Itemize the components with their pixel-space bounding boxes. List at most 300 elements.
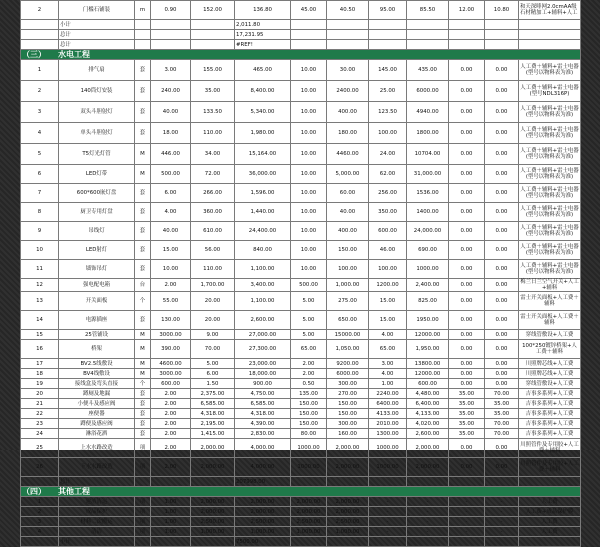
cell-aux-amount: 0.00 [485,439,519,458]
cell-name: 桥架 [59,340,135,359]
cell-material-price: 95.00 [369,1,407,20]
cell-name: 小便斗及感应阀 [59,399,135,409]
cell-material-price: 46.00 [369,241,407,260]
table-row [21,399,581,409]
cell-aux-price: 0.00 [449,60,485,81]
cell-name: 单头斗胆射灯 [59,123,135,144]
cell-unit: 项 [135,527,151,537]
cell-labor-amount: 1,000.00 [327,527,369,537]
cell-labor-amount: 275.00 [327,292,369,311]
cell-material-amount: - [407,527,449,537]
cell-amount: 4,318.00 [235,409,291,419]
table-row [21,359,581,369]
cell-amount: 24,400.00 [235,222,291,241]
cell-qty: 1.00 [151,497,191,507]
section4-subtotal [21,537,581,547]
cell-material-amount: 12000.00 [407,330,449,340]
cell-name: 厨卫专用灯盘 [59,203,135,222]
cell-price: 2,195.00 [191,419,235,429]
cell-name: BV4线敷设 [59,369,135,379]
cell-unit: 台 [135,279,151,292]
cell-name: 600*600嵌灯盘 [59,184,135,203]
cell-unit: 项 [135,517,151,527]
cell-price: 20.00 [191,292,235,311]
cell-price: 5.00 [191,359,235,369]
cell-price: 110.00 [191,260,235,279]
cell-name: 140筒灯安装 [59,81,135,102]
cell-material-price: 123.50 [369,102,407,123]
cell-labor-amount: 1,000.00 [327,279,369,292]
cell-qty: 2.00 [151,429,191,439]
cell-labor-amount: 2,000.00 [327,458,369,477]
cell-labor-price: 5.00 [291,292,327,311]
cell-note: 穿线管敷设+人工费 [519,379,581,389]
cell-note: 川照管件及专用胶+人工费＋辅料 [519,458,581,477]
cell-qty: 3000.00 [151,369,191,379]
cell-unit: 个 [135,379,151,389]
cell-aux-amount: 0.00 [485,81,519,102]
cell-labor-amount: 100.00 [327,260,369,279]
cell-labor-amount: 2,000.00 [327,507,369,517]
cell-amount: 1,100.00 [235,292,291,311]
cell-labor-amount: 1,050.00 [327,340,369,359]
cell-note: 人工费 [519,517,581,527]
cell-note: 人工费＋辅料+雷士电器(型号以物料表为准) [519,123,581,144]
cell-unit: 套 [135,389,151,399]
cell-material-amount: 2,400.00 [407,279,449,292]
cell-no: 13 [21,292,59,311]
cell-qty: 1.00 [151,527,191,537]
cell-price: 110.00 [191,123,235,144]
cell-material-amount: 690.00 [407,241,449,260]
cell-qty: 2.00 [151,389,191,399]
section-title: 其他工程 [58,486,90,496]
cell-price: 2,375.00 [191,389,235,399]
other-rows [21,497,581,537]
table-row [21,60,581,81]
cell-unit: M [135,340,151,359]
cell-unit: 项 [135,439,151,458]
cell-no: 8 [21,203,59,222]
cell-labor-amount: 400.00 [327,102,369,123]
cell-qty: 2.00 [151,458,191,477]
cell-no: 12 [21,279,59,292]
cell-material-amount: - [407,497,449,507]
cell-name: 座便器 [59,409,135,419]
cell-unit: 套 [135,429,151,439]
cell-material-price: 2010.00 [369,419,407,429]
cell-aux-amount: 70.00 [485,389,519,399]
cell-amount: 900.00 [235,379,291,389]
cell-name: 电源插座 [59,311,135,330]
total-amount: #REF! [235,40,291,50]
cell-material-amount: 6,400.00 [407,399,449,409]
cell-material-price: 350.00 [369,203,407,222]
total-row [21,30,581,40]
table-row [21,311,581,330]
cell-unit: 项 [135,507,151,517]
cell-labor-amount: 2,000.00 [327,497,369,507]
cell-material-amount: 24,000.00 [407,222,449,241]
cell-qty: 55.00 [151,292,191,311]
cell-unit: 套 [135,203,151,222]
cell-note: 人工费＋辅料+雷士电器(型号以物料表为准) [519,144,581,165]
cell-amount: 1,440.00 [235,203,291,222]
cell-aux-price: 0.00 [449,123,485,144]
cell-price: 1,700.00 [191,279,235,292]
cell-qty: 600.00 [151,379,191,389]
cell-note: 川照管件及专用胶+人工费＋辅料 [519,439,581,458]
cell-unit: M [135,165,151,184]
cell-name: BV2.5线敷设 [59,359,135,369]
cell-material-amount: 85.50 [407,1,449,20]
cell-material-amount: 1536.00 [407,184,449,203]
cell-unit: 项 [135,497,151,507]
cell-no: 9 [21,222,59,241]
cell-unit: 套 [135,241,151,260]
cell-aux-price: 0.00 [449,279,485,292]
cell-qty: 240.00 [151,81,191,102]
cell-material-price: 4.00 [369,330,407,340]
cell-labor-price: 10.00 [291,260,327,279]
cell-labor-price: 1000.00 [291,439,327,458]
cell-name: 排气扇 [59,60,135,81]
cell-aux-amount: 0.00 [485,369,519,379]
cell-aux-price: 12.00 [449,1,485,20]
section-title: 水电工程 [58,49,90,59]
cell-material-price: - [369,527,407,537]
table-row [21,517,581,527]
cell-aux-price: - [449,497,485,507]
quotation-sheet [20,0,580,545]
cell-price: 1,000.00 [191,527,235,537]
cell-material-price: 6400.00 [369,399,407,409]
cell-labor-price: 1000.00 [291,458,327,477]
cell-amount: 840.00 [235,241,291,260]
cell-qty: 3000.00 [151,330,191,340]
cell-amount: 2,830.00 [235,429,291,439]
subtotal-row [21,537,581,547]
cell-note: 吉事多系列+人工费 [519,389,581,399]
cell-no: 4 [21,527,59,537]
cell-aux-amount: 0.00 [485,123,519,144]
cell-material-price: 1000.00 [369,458,407,477]
cell-aux-price: 0.00 [449,330,485,340]
cell-amount: 136.80 [235,1,291,20]
cell-unit: 套 [135,102,151,123]
cell-labor-amount: 15000.00 [327,330,369,340]
cell-labor-price: 2.00 [291,369,327,379]
cell-labor-price: 150.00 [291,409,327,419]
cell-amount: 36,000.00 [235,165,291,184]
cell-no: 5 [21,144,59,165]
subtotal-amount: 7500.00 [235,537,291,547]
cell-no: 4 [21,123,59,144]
cell-no: 20 [21,389,59,399]
cell-aux-amount: - [485,497,519,507]
cell-qty: 2.00 [151,279,191,292]
cell-aux-amount: 35.00 [485,409,519,419]
cell-labor-amount: 40.50 [327,1,369,20]
electrical-rows [21,60,581,477]
cell-no: 3 [21,517,59,527]
cell-amount: 3,400.00 [235,279,291,292]
cell-price: 155.00 [191,60,235,81]
cell-material-amount: 10704.00 [407,144,449,165]
table-row [21,458,581,477]
cell-price: 70.00 [191,340,235,359]
total-amount: 17,231.95 [235,30,291,40]
cell-labor-amount: 400.00 [327,222,369,241]
cell-unit: M [135,144,151,165]
cell-aux-amount: 0.00 [485,102,519,123]
cell-qty: 2.00 [151,439,191,458]
cell-aux-price: - [449,507,485,517]
cell-no: 11 [21,260,59,279]
cell-price: 6.00 [191,369,235,379]
cell-material-price: - [369,517,407,527]
cell-unit: M [135,330,151,340]
cell-labor-price: 10.00 [291,81,327,102]
cell-price: 2,000.00 [191,497,235,507]
cell-labor-price: 10.00 [291,144,327,165]
cell-material-price: 4133.00 [369,409,407,419]
cell-labor-price: 2,500.00 [291,517,327,527]
cell-aux-price: - [449,527,485,537]
cell-amount: 27,000.00 [235,330,291,340]
table-row [21,369,581,379]
table-row [21,379,581,389]
cell-amount: 27,300.00 [235,340,291,359]
cell-aux-price: - [449,517,485,527]
cell-name: 材料二次搬运 [59,517,135,527]
cell-aux-amount: - [485,507,519,517]
cell-note: 雷士开关面板+人工费＋辅料 [519,311,581,330]
cell-labor-amount: 6000.00 [327,369,369,379]
cell-name: LED射灯 [59,241,135,260]
cell-no: 17 [21,359,59,369]
cell-qty: 2.00 [151,419,191,429]
cell-qty: 1.00 [151,507,191,517]
cell-note: 梅兰日兰空气开关+人工+辅料 [520,279,579,291]
cell-material-amount: 1400.00 [407,203,449,222]
cell-material-price: 62.00 [369,165,407,184]
cell-no: 26 [21,458,59,477]
cell-unit: m [135,1,151,20]
cell-labor-price: 5.00 [291,311,327,330]
cell-note: 雷士开关面板+人工费＋辅料 [519,292,581,311]
cell-labor-amount: 2,000.00 [327,439,369,458]
cell-amount: 1,596.00 [235,184,291,203]
cell-qty: 6.00 [151,184,191,203]
cell-aux-amount: 0.00 [485,260,519,279]
cell-amount: 2,000.00 [235,497,291,507]
quotation-table [20,0,581,547]
cell-labor-price: 500.00 [291,279,327,292]
cell-labor-price: 135.00 [291,389,327,399]
top-rows [21,1,581,60]
cell-aux-amount: 0.00 [485,203,519,222]
cell-note: 人工费＋辅料+雷士电器(型号以物料表为准) [519,165,581,184]
cell-labor-price: 65.00 [291,340,327,359]
cell-note: 100*250镀锌桥架+人工费＋辅料 [519,340,581,359]
cell-price: 2,000.00 [191,458,235,477]
cell-amount: 5,340.00 [235,102,291,123]
cell-unit: 套 [135,311,151,330]
cell-labor-price: 10.00 [291,102,327,123]
cell-price: 2,000.00 [191,507,235,517]
cell-material-price: 25.00 [369,81,407,102]
cell-note: 川照牌芯线+人工费 [519,359,581,369]
table-row [21,184,581,203]
subtotal-label: 小计 [59,537,135,547]
cell-labor-amount: 180.00 [327,123,369,144]
cell-material-amount: 4,480.00 [407,389,449,399]
cell-no: 19 [21,379,59,389]
cell-aux-price: 0.00 [449,222,485,241]
cell-no: 3 [21,102,59,123]
section-number: （四） [22,486,46,496]
cell-amount: 4,390.00 [235,419,291,429]
cell-aux-price: 35.00 [449,399,485,409]
cell-no: 21 [21,399,59,409]
cell-labor-amount: 5,000.00 [327,165,369,184]
cell-labor-amount: 150.00 [327,241,369,260]
table-row [21,389,581,399]
cell-price: 360.00 [191,203,235,222]
cell-no: 18 [21,369,59,379]
table-row [21,241,581,260]
cell-note: 人工费＋辅料+雷士电器(型号以物料表为准) [519,241,581,260]
cell-amount: 15,164.00 [235,144,291,165]
cell-price: 56.00 [191,241,235,260]
cell-unit: 套 [135,60,151,81]
table-row [21,1,581,20]
cell-amount: 2,000.00 [235,507,291,517]
cell-labor-price: 10.00 [291,203,327,222]
table-row [21,330,581,340]
cell-labor-amount: 2400.00 [327,81,369,102]
cell-material-price: 256.00 [369,184,407,203]
cell-aux-amount: - [485,527,519,537]
cell-price: 133.50 [191,102,235,123]
cell-unit: 套 [135,399,151,409]
cell-amount: 8,400.00 [235,81,291,102]
table-row [21,497,581,507]
table-row [21,165,581,184]
cell-material-amount: 6000.00 [407,81,449,102]
cell-name: 蹲厕及地漏 [59,389,135,399]
table-row [21,340,581,359]
cell-qty: 390.00 [151,340,191,359]
cell-aux-amount: 70.00 [485,419,519,429]
table-row [21,292,581,311]
cell-labor-amount: 160.00 [327,429,369,439]
table-row [21,279,581,292]
cell-labor-amount: 150.00 [327,409,369,419]
cell-note: 吉事多系列+人工费 [519,399,581,409]
cell-price: 35.00 [191,81,235,102]
cell-labor-amount: 4460.00 [327,144,369,165]
cell-labor-price: 150.00 [291,419,327,429]
cell-unit: 个 [135,292,151,311]
cell-aux-price: 0.00 [449,184,485,203]
section-header-4 [21,487,581,497]
cell-no: 2 [21,1,59,20]
cell-qty: 3.00 [151,60,191,81]
cell-material-amount: - [407,507,449,517]
cell-material-price: 100.00 [369,123,407,144]
cell-aux-price: 0.00 [449,81,485,102]
cell-labor-price: 2,000.00 [291,497,327,507]
cell-aux-price: 0.00 [449,165,485,184]
cell-aux-amount: 0.00 [485,144,519,165]
cell-labor-price: 5.00 [291,330,327,340]
cell-material-amount: 2,600.00 [407,429,449,439]
cell-labor-amount: 150.00 [327,399,369,409]
cell-material-price: - [369,497,407,507]
table-row [21,429,581,439]
cell-name: 淋浴花洒 [59,429,135,439]
cell-price: 34.00 [191,144,235,165]
cell-amount: 4,000.00 [235,458,291,477]
cell-labor-price: 10.00 [291,222,327,241]
cell-material-price: 3.00 [369,359,407,369]
cell-note: 吉事多系列+人工费 [519,419,581,429]
total-label: 总计 [59,30,135,40]
cell-material-amount: 825.00 [407,292,449,311]
cell-aux-price: 0.00 [449,369,485,379]
cell-aux-amount: 0.00 [485,379,519,389]
cell-aux-price: 0.00 [449,260,485,279]
cell-aux-price: 0.00 [449,359,485,369]
cell-labor-price: 1,000.00 [291,527,327,537]
cell-material-amount: 1,950.00 [407,340,449,359]
table-row [21,260,581,279]
cell-unit: 套 [135,419,151,429]
cell-unit: M [135,359,151,369]
cell-note: 人工费＋辅料+雷士电器(型号以物料表为准) [519,102,581,123]
cell-price: 20.00 [191,311,235,330]
cell-amount: 1,100.00 [235,260,291,279]
cell-material-amount: 31,000.00 [407,165,449,184]
cell-no: 2 [21,507,59,517]
cell-price: 2,500.00 [191,517,235,527]
cell-no: 15 [21,330,59,340]
cell-material-price: 145.00 [369,60,407,81]
table-row [21,123,581,144]
table-row [21,222,581,241]
cell-material-price: 600.00 [369,222,407,241]
cell-name: 成品保护 [59,507,135,517]
cell-price: 72.00 [191,165,235,184]
total-amount: 207998.00 [235,477,291,487]
cell-note: 人工费＋辅料+雷士电器(型号NDL316P) [519,81,581,102]
cell-aux-amount: - [485,517,519,527]
cell-aux-amount: 0.00 [485,241,519,260]
cell-material-price: - [369,507,407,517]
cell-amount: 23,000.00 [235,359,291,369]
cell-aux-price: 35.00 [449,429,485,439]
cell-note: 川照牌芯线+人工费 [519,369,581,379]
cell-material-amount: 1950.00 [407,311,449,330]
cell-aux-amount: 0.00 [485,330,519,340]
cell-aux-amount: 0.00 [485,458,519,477]
cell-price: 1,415.00 [191,429,235,439]
cell-aux-amount: 0.00 [485,279,519,292]
cell-name: LED灯带 [59,165,135,184]
cell-name: 开关面板 [59,292,135,311]
